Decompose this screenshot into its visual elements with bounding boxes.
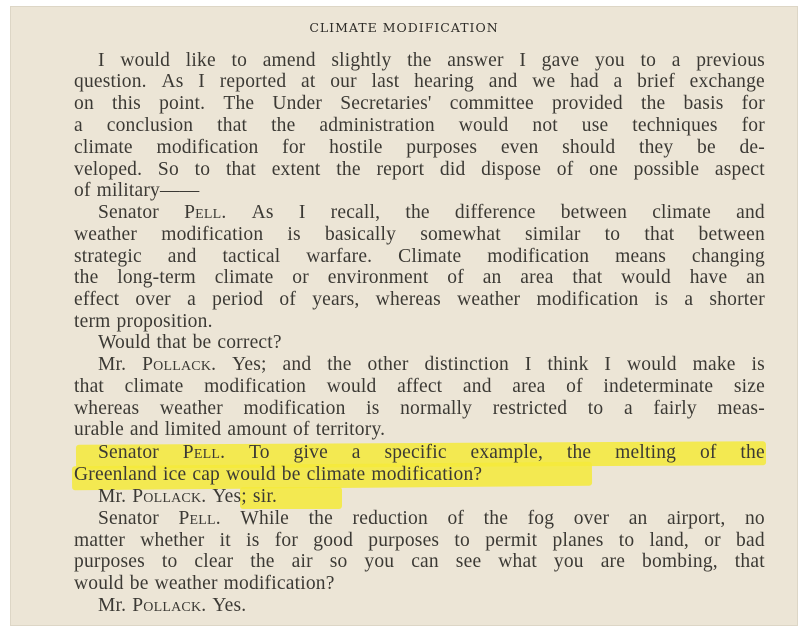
text-line: matter whether it is for good purposes to permit planes to land, or bad: [74, 530, 765, 551]
text-line: veloped. So to that extent the report did dispose of one possible aspect: [74, 159, 765, 180]
text-line: urable and limited amount of territory.: [74, 419, 386, 440]
text-line: Greenland ice cap would be climate modification?: [74, 464, 483, 485]
running-head: CLIMATE MODIFICATION: [309, 20, 499, 35]
text-line: weather modification is basically somewhat similar to that between: [74, 224, 765, 245]
text-line: purposes to clear the air so you can see what you are bombing, that: [74, 551, 765, 572]
text-line: of military——: [74, 180, 200, 201]
text-line: Mr. Pollack. Yes; and the other distinction I think I would make is: [98, 354, 765, 375]
text-line: would be weather modification?: [74, 573, 335, 594]
text-line: Senator Pell. While the reduction of the fog over an airport, no: [98, 508, 765, 529]
text-line: term proposition.: [74, 311, 213, 332]
text-line: Would that be correct?: [98, 332, 282, 353]
text-line: effect over a period of years, whereas weather modification is a shorter: [74, 289, 765, 310]
text-line: on this point. The Under Secretaries' committee provided the basis for: [74, 93, 765, 114]
text-line: Mr. Pollack. Yes; sir.: [98, 486, 278, 507]
scanned-page: [10, 6, 798, 626]
text-line: climate modification for hostile purposes even should they be de-: [74, 137, 765, 158]
text-line: Senator Pell. To give a specific example, the melting of the: [98, 442, 765, 463]
text-line: question. As I reported at our last hearing and we had a brief exchange: [74, 71, 765, 92]
text-line: that climate modification would affect and area of indeterminate size: [74, 376, 765, 397]
text-line: Mr. Pollack. Yes.: [98, 595, 247, 616]
text-line: I would like to amend slightly the answer I gave you to a previous: [98, 50, 765, 71]
text-line: a conclusion that the administration would not use techniques for: [74, 115, 765, 136]
text-line: whereas weather modification is normally restricted to a fairly meas-: [74, 398, 765, 419]
text-line: Senator Pell. As I recall, the difference between climate and: [98, 202, 765, 223]
text-line: strategic and tactical warfare. Climate modification means changing: [74, 246, 765, 267]
text-line: the long-term climate or environment of an area that would have an: [74, 267, 765, 288]
